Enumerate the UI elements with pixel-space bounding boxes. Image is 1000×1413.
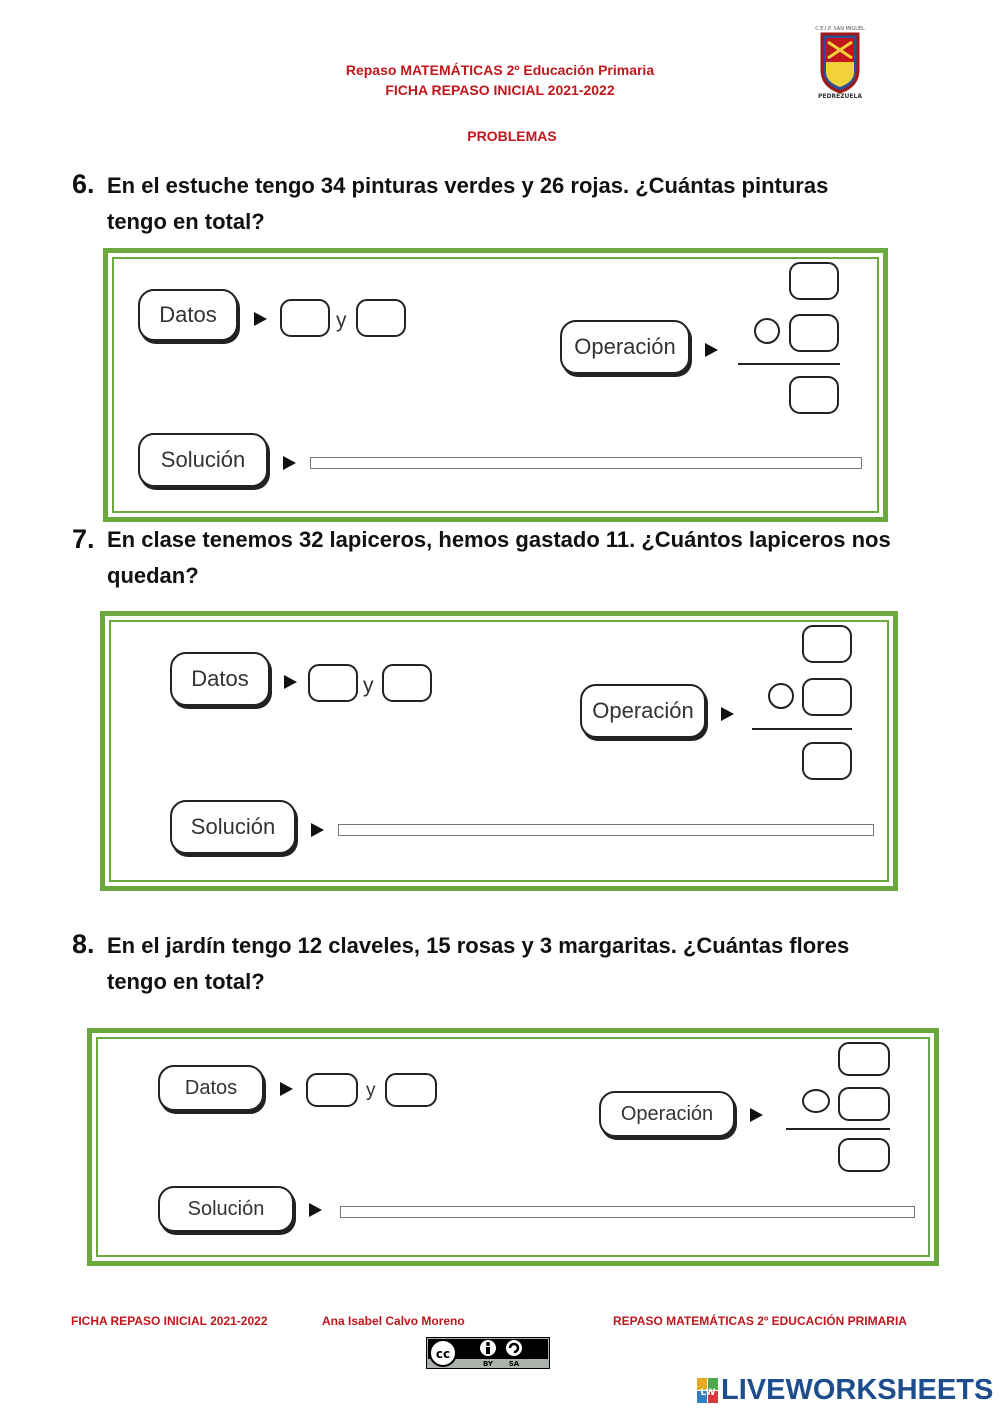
problem-7-operand-box-2[interactable] xyxy=(802,678,852,716)
problem-6-solution-input[interactable] xyxy=(310,457,862,469)
problem-6-line-2: tengo en total? xyxy=(107,209,265,234)
cc-license-badge xyxy=(426,1337,550,1369)
problem-8-solucion-arrow-icon xyxy=(309,1203,322,1217)
problem-6-operacion-arrow-icon xyxy=(705,343,718,357)
problem-6-operand-box-1[interactable] xyxy=(789,262,839,300)
problem-6-operand-box-2[interactable] xyxy=(789,314,839,352)
problem-6-operation-line xyxy=(738,363,840,365)
problem-7-datos-arrow-icon xyxy=(284,675,297,689)
problem-7-datos-box-1[interactable] xyxy=(308,664,358,702)
header-line-2: FICHA REPASO INICIAL 2021-2022 xyxy=(385,82,615,98)
problem-8-operand-box-1[interactable] xyxy=(838,1042,890,1076)
footer-right: REPASO MATEMÁTICAS 2º EDUCACIÓN PRIMARIA xyxy=(613,1314,907,1328)
footer-left: FICHA REPASO INICIAL 2021-2022 xyxy=(71,1314,268,1328)
problem-8-line-2: tengo en total? xyxy=(107,969,265,994)
problem-6-operator-circle[interactable] xyxy=(754,318,780,344)
problem-8-datos-box-2[interactable] xyxy=(385,1073,437,1107)
problem-7-y-label: y xyxy=(363,674,374,697)
problem-7-operacion-arrow-icon xyxy=(721,707,734,721)
problem-7-operand-box-1[interactable] xyxy=(802,625,852,663)
problem-8-result-box[interactable] xyxy=(838,1138,890,1172)
problem-7-datos-label: Datos xyxy=(170,652,270,706)
problem-8-solucion-label: Solución xyxy=(158,1186,294,1232)
problem-8-solution-input[interactable] xyxy=(340,1206,915,1218)
liveworksheets-logo-mark: LW xyxy=(700,1388,716,1398)
problem-6-operacion-label: Operación xyxy=(560,320,690,374)
liveworksheets-logo-icon xyxy=(697,1378,719,1404)
by-label: BY xyxy=(482,1360,494,1368)
problem-6-line-1: En el estuche tengo 34 pinturas verdes y 26 rojas. ¿Cuántas pinturas xyxy=(107,173,829,198)
problem-8-operacion-arrow-icon xyxy=(750,1108,763,1122)
problem-6-datos-label: Datos xyxy=(138,289,238,341)
problem-7-line-1: En clase tenemos 32 lapiceros, hemos gastado 11. ¿Cuántos lapiceros nos xyxy=(107,527,891,552)
problem-7-solucion-arrow-icon xyxy=(311,823,324,837)
footer-author: Ana Isabel Calvo Moreno xyxy=(322,1314,465,1328)
problem-8-operand-box-2[interactable] xyxy=(838,1087,890,1121)
problem-7-line-2: quedan? xyxy=(107,563,199,588)
problem-8-datos-box-1[interactable] xyxy=(306,1073,358,1107)
problem-8-y-label: y xyxy=(366,1080,376,1101)
header-line-1: Repaso MATEMÁTICAS 2º Educación Primaria xyxy=(345,62,655,78)
problem-6-solucion-label: Solución xyxy=(138,433,268,487)
sa-label: SA xyxy=(508,1360,520,1368)
problem-8-line-1: En el jardín tengo 12 claveles, 15 rosas y 3 margaritas. ¿Cuántas flores xyxy=(107,933,850,958)
problem-7-operation-line xyxy=(752,728,852,730)
problem-7-solution-input[interactable] xyxy=(338,824,874,836)
problem-6-text xyxy=(107,168,927,240)
problem-8-datos-arrow-icon xyxy=(280,1082,293,1096)
problem-8-operation-line xyxy=(786,1128,890,1130)
problem-6-solucion-arrow-icon xyxy=(283,456,296,470)
problem-6-result-box[interactable] xyxy=(789,376,839,414)
problem-6-datos-box-1[interactable] xyxy=(280,299,330,337)
section-title: PROBLEMAS xyxy=(467,128,557,144)
cc-icon: cc xyxy=(435,1347,451,1361)
school-logo xyxy=(806,22,874,100)
problem-8-datos-label: Datos xyxy=(158,1065,264,1111)
problem-7-solucion-label: Solución xyxy=(170,800,296,854)
problem-6-number: 6. xyxy=(72,169,95,199)
problem-7-datos-box-2[interactable] xyxy=(382,664,432,702)
problem-8-operacion-label: Operación xyxy=(599,1091,735,1137)
liveworksheets-watermark: LIVEWORKSHEETS xyxy=(721,1374,994,1406)
problem-8-operator-circle[interactable] xyxy=(802,1089,830,1113)
problem-7-operator-circle[interactable] xyxy=(768,683,794,709)
problem-7-text xyxy=(107,522,927,594)
problem-6-y-label: y xyxy=(336,309,347,332)
logo-top-text: C.E.I.P. SAN MIGUEL xyxy=(815,26,865,32)
problem-6-datos-arrow-icon xyxy=(254,312,267,326)
problem-7-operacion-label: Operación xyxy=(580,684,706,738)
problem-7-result-box[interactable] xyxy=(802,742,852,780)
problem-6-datos-box-2[interactable] xyxy=(356,299,406,337)
problem-7-number: 7. xyxy=(72,524,95,554)
problem-8-number: 8. xyxy=(72,929,95,959)
logo-bottom-text: PEDREZUELA xyxy=(818,93,862,100)
problem-8-text xyxy=(107,928,927,1000)
